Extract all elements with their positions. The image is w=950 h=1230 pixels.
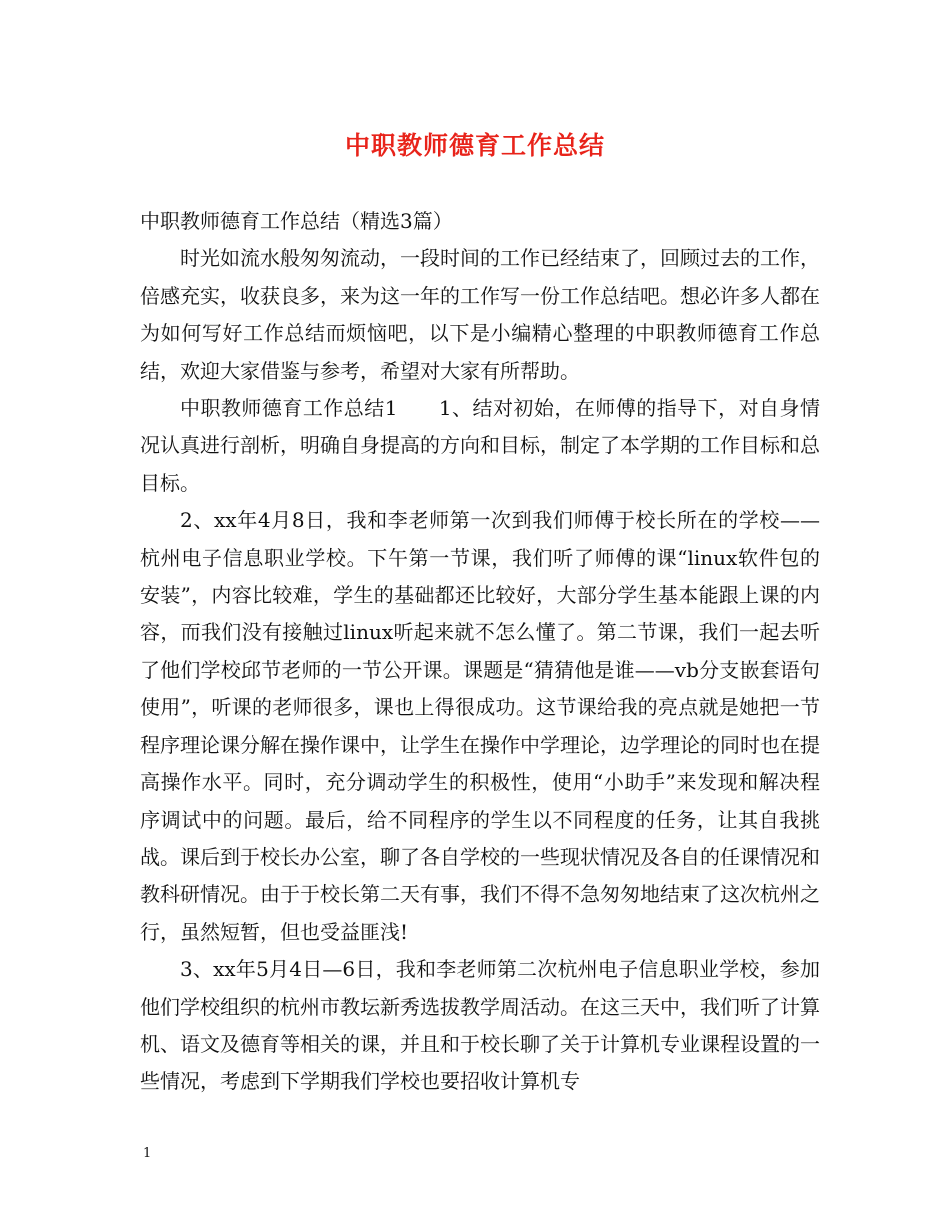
subtitle-paragraph: 中职教师德育工作总结（精选3篇） xyxy=(140,209,453,233)
page-number: 1 xyxy=(143,1146,152,1161)
item-3-paragraph: 3、xx年5月4日—6日，我和李老师第二次杭州电子信息职业学校，参加他们学校组织的杭州市教坛新秀选拔教学周活动。在这三天中，我们听了计算机、语文及德育等相关的课，并且和于校长聊了关于计算机专业课程设置的一些情况，考虑到下学期我们学校也要招收计算机专 xyxy=(140,957,820,1094)
intro-paragraph: 时光如流水般匆匆流动，一段时间的工作已经结束了，回顾过去的工作，倍感充实，收获良多，来为这一年的工作写一份工作总结吧。想必许多人都在为如何写好工作总结而烦恼吧，以下是小编精心整理的中职教师德育工作总结，欢迎大家借鉴与参考，希望对大家有所帮助。 xyxy=(140,246,820,383)
item-2-paragraph: 2、xx年4月8日，我和李老师第一次到我们师傅于校长所在的学校——杭州电子信息职业学校。下午第一节课，我们听了师傅的课“linux软件包的安装”，内容比较难，学生的基础都还比较好，大部分学生基本能跟上课的内容，而我们没有接触过linux听起来就不怎么懂了。第二节课，我们一起去听了他们学校邱节老师的一节公开课。课题是“猜猜他是谁——vb分支嵌套语句使用”，听课的老师很多，课也上得很成功。这节课给我的亮点就是她把一节程序理论课分解在操作课中，让学生在操作中学理论，边学理论的同时也在提高操作水平。同时，充分调动学生的积极性，使用“小助手”来发现和解决程序调试中的问题。最后，给不同程序的学生以不同程度的任务，让其自我挑战。课后到于校长办公室，聊了各自学校的一些现状情况及各自的任课情况和教科研情况。由于于校长第二天有事，我们不得不急匆匆地结束了这次杭州之行，虽然短暂，但也受益匪浅! xyxy=(140,508,820,944)
section-1-paragraph: 中职教师德育工作总结1 1、结对初始，在师傅的指导下，对自身情况认真进行剖析，明确自身提高的方向和目标，制定了本学期的工作目标和总目标。 xyxy=(140,396,820,495)
document-title: 中职教师德育工作总结 xyxy=(344,131,605,160)
document-body xyxy=(140,203,820,1101)
